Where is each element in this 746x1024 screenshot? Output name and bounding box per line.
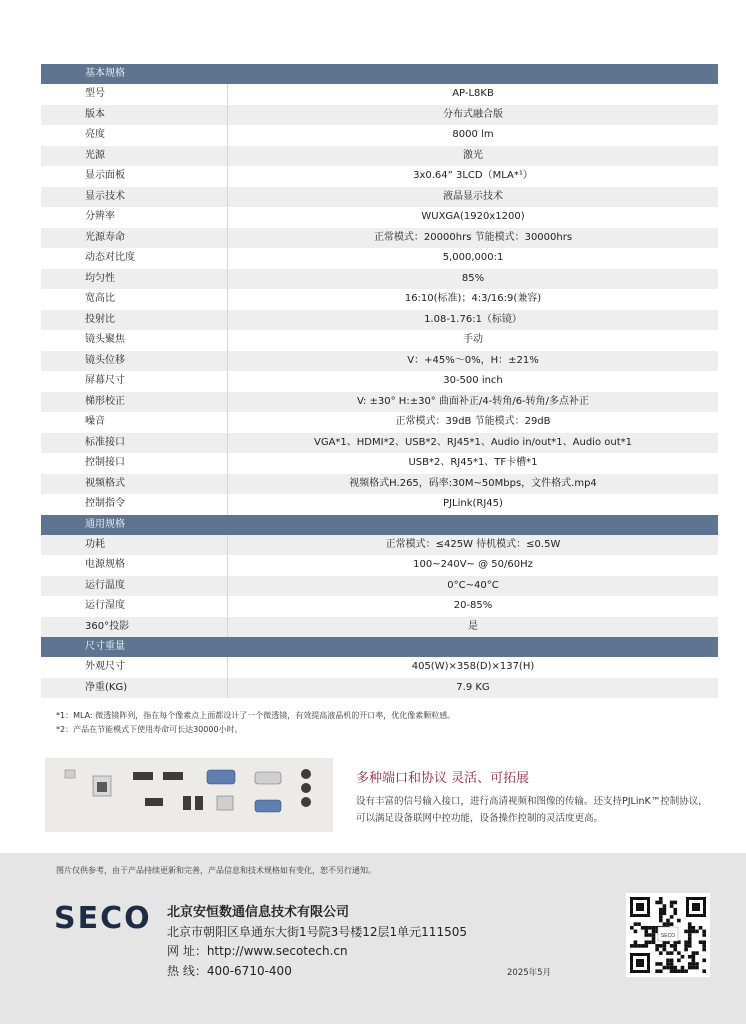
spec-section-header: 通用规格 — [41, 515, 718, 535]
spec-row — [41, 412, 718, 433]
spec-key: 动态对比度 — [41, 248, 228, 269]
spec-value: 手动 — [463, 334, 483, 345]
spec-key: 控制接口 — [41, 453, 228, 474]
spec-value: 5,000,000:1 — [442, 252, 504, 263]
company-website[interactable]: 网 址：http://www.secotech.cn — [167, 944, 348, 958]
spec-key: 控制指令 — [41, 494, 228, 515]
company-address: 北京市朝阳区阜通东大街1号院3号楼12层1单元111505 — [167, 924, 467, 939]
spec-key: 视频格式 — [41, 474, 228, 495]
spec-value: 100~240V~ @ 50/60Hz — [413, 559, 533, 570]
spec-value: 7.9 KG — [456, 681, 490, 693]
spec-row — [41, 474, 718, 495]
spec-value: 30-500 inch — [443, 375, 503, 386]
spec-value: WUXGA(1920x1200) — [421, 211, 525, 222]
spec-row — [41, 351, 718, 372]
spec-row — [41, 678, 718, 699]
spec-row — [41, 228, 718, 249]
spec-key: 运行温度 — [41, 576, 228, 597]
footer — [0, 853, 746, 1024]
disclaimer: 图片仅供参考，由于产品持续更新和完善，产品信息和技术规格如有变化，恕不另行通知。 — [56, 866, 376, 875]
spec-row — [41, 535, 718, 556]
spec-key: 屏幕尺寸 — [41, 371, 228, 392]
publish-date: 2025年5月 — [507, 968, 552, 978]
spec-row — [41, 433, 718, 454]
spec-value: 正常模式：39dB 节能模式：29dB — [395, 416, 551, 427]
spec-row — [41, 392, 718, 413]
spec-value: V：+45%～0%，H：±21% — [407, 354, 539, 366]
spec-key: 360°投影 — [41, 617, 228, 638]
spec-key: 净重(KG) — [41, 678, 228, 699]
spec-row — [41, 289, 718, 310]
spec-key: 镜头位移 — [41, 351, 228, 372]
spec-value: AP-L8KB — [452, 88, 494, 99]
spec-value: 激光 — [463, 149, 483, 161]
qr-code[interactable] — [626, 893, 710, 977]
spec-row — [41, 269, 718, 290]
spec-value: 0°C~40°C — [447, 579, 499, 591]
spec-key: 型号 — [41, 84, 228, 105]
spec-value: 正常模式：≤425W 待机模式：≤0.5W — [385, 538, 561, 550]
spec-value: 分布式融合版 — [443, 108, 503, 120]
spec-row — [41, 617, 718, 638]
spec-row — [41, 494, 718, 515]
spec-value: 正常模式：20000hrs 节能模式：30000hrs — [373, 231, 573, 243]
spec-row — [41, 453, 718, 474]
spec-key: 投射比 — [41, 310, 228, 331]
spec-row — [41, 166, 718, 187]
spec-key: 镜头聚焦 — [41, 330, 228, 351]
spec-value: 8000 lm — [452, 129, 494, 140]
spec-section-header: 基本规格 — [41, 64, 718, 84]
company-name: 北京安恒数通信息技术有限公司 — [167, 905, 350, 920]
spec-value: 视频格式H.265，码率:30M~50Mbps，文件格式.mp4 — [349, 477, 597, 489]
spec-row — [41, 657, 718, 678]
spec-key: 显示技术 — [41, 187, 228, 208]
company-info — [167, 903, 467, 981]
spec-value: 20-85% — [453, 600, 493, 611]
spec-value: 是 — [468, 620, 478, 632]
footnote-1: *1：MLA: 微透镜阵列，指在每个像素点上面都设计了一个微透镜，有效提高液晶机的开口率，优化像素颗粒感。 — [56, 711, 456, 720]
spec-key: 梯形校正 — [41, 392, 228, 413]
spec-key: 分辨率 — [41, 207, 228, 228]
spec-value: V: ±30° H:±30° 曲面补正/4-转角/6-转角/多点补正 — [356, 395, 590, 407]
spec-key: 均匀性 — [41, 269, 228, 290]
qr-center-logo: SECO — [660, 933, 676, 939]
seco-logo: SECO — [54, 901, 152, 936]
spec-row — [41, 310, 718, 331]
spec-value: PJLink(RJ45) — [443, 498, 503, 509]
spec-row — [41, 84, 718, 105]
spec-section-header: 尺寸重量 — [41, 637, 718, 657]
feature-text: 设有丰富的信号输入接口，进行高清视频和图像的传输。还支持PJLinK™控制协议，可以满足设备联网中控功能，设备操作控制的灵活度更高。 — [356, 796, 708, 824]
spec-value: 85% — [461, 272, 485, 284]
spec-value: 3x0.64” 3LCD（MLA*¹） — [413, 170, 533, 181]
spec-key: 功耗 — [41, 535, 228, 556]
spec-key: 版本 — [41, 105, 228, 126]
spec-value: 1.08-1.76:1（标镜） — [424, 313, 522, 325]
footnote-2: *2：产品在节能模式下使用寿命可长达30000小时。 — [56, 725, 243, 734]
spec-key: 运行湿度 — [41, 596, 228, 617]
spec-value: 405(W)×358(D)×137(H) — [411, 661, 535, 672]
spec-value: USB*2、RJ45*1、TF卡槽*1 — [408, 457, 538, 468]
spec-key: 光源 — [41, 146, 228, 167]
spec-row — [41, 125, 718, 146]
spec-row — [41, 146, 718, 167]
spec-row — [41, 330, 718, 351]
feature-title: 多种端口和协议 灵活、可拓展 — [356, 771, 530, 786]
spec-row — [41, 207, 718, 228]
spec-key: 亮度 — [41, 125, 228, 146]
spec-row — [41, 248, 718, 269]
footnotes — [56, 709, 455, 737]
spec-value: VGA*1、HDMI*2、USB*2、RJ45*1、Audio in/out*1、Audio out*1 — [314, 436, 632, 448]
spec-row — [41, 576, 718, 597]
spec-key: 宽高比 — [41, 289, 228, 310]
spec-value: 16:10(标准)；4:3/16:9(兼容) — [404, 293, 542, 304]
spec-key: 外观尺寸 — [41, 657, 228, 678]
spec-value: 液晶显示技术 — [443, 190, 503, 202]
spec-key: 噪音 — [41, 412, 228, 433]
spec-row — [41, 371, 718, 392]
spec-row — [41, 187, 718, 208]
spec-key: 电源规格 — [41, 555, 228, 576]
ports-panel-image — [45, 758, 333, 832]
spec-table — [41, 64, 718, 698]
spec-row — [41, 105, 718, 126]
company-hotline: 热 线：400-6710-400 — [167, 963, 292, 978]
spec-key: 显示面板 — [41, 166, 228, 187]
spec-key: 标准接口 — [41, 433, 228, 454]
spec-row — [41, 596, 718, 617]
spec-row — [41, 555, 718, 576]
spec-key: 光源寿命 — [41, 228, 228, 249]
